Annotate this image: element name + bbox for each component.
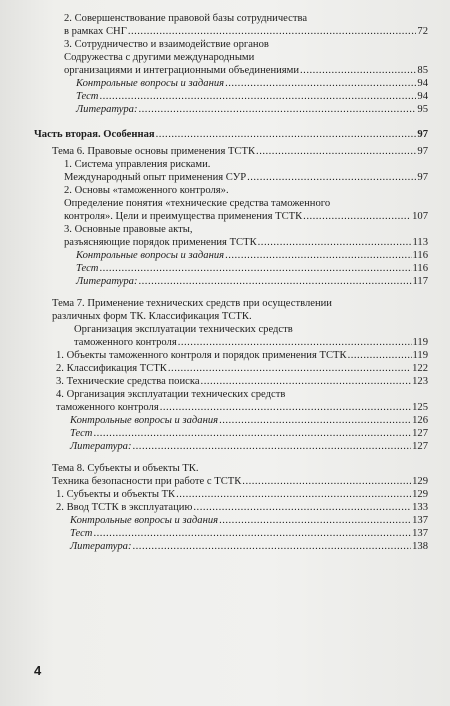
toc-entry-title: Литература:: [70, 441, 132, 452]
page-number: 4: [34, 663, 42, 678]
toc-page-number: 138: [412, 541, 428, 552]
toc-entry-title: Тест: [70, 528, 93, 539]
toc-entry-title: различных форм ТК. Классификация ТСТК.: [52, 311, 252, 322]
toc-page-number: 125: [412, 402, 428, 413]
toc-entry[interactable]: [34, 349, 428, 362]
toc-page-number: 72: [417, 26, 428, 37]
leader-dots: [176, 488, 411, 501]
toc-entry-title: Контрольные вопросы и задания: [76, 250, 225, 261]
toc-entry-title: 1. Субъекты и объекты ТК: [56, 489, 176, 500]
toc-entry-title: Литература:: [76, 276, 138, 287]
leader-dots: [256, 145, 416, 158]
toc-entry-title: Литература:: [70, 541, 132, 552]
toc-entry-line: [56, 375, 428, 388]
toc-entry-line: [64, 210, 428, 223]
toc-entry-title: Тест: [76, 263, 99, 274]
toc-entry-title: разъясняющие порядок применения ТСТК: [64, 237, 257, 248]
toc-page-number: 126: [412, 415, 428, 426]
toc-entry[interactable]: [34, 462, 428, 488]
toc-entry[interactable]: [34, 223, 428, 249]
leader-dots: [193, 501, 411, 514]
toc-entry-title: 3. Технические средства поиска: [56, 376, 200, 387]
toc-entry-line: [70, 440, 428, 453]
toc-page-number: 97: [417, 129, 428, 140]
toc-entry-line: [76, 103, 428, 116]
toc-entry[interactable]: [34, 249, 428, 262]
toc-entry-line: [52, 145, 428, 158]
toc-entry-title: Литература:: [76, 104, 138, 115]
toc-page-number: 113: [412, 237, 428, 248]
toc-entry[interactable]: [34, 128, 428, 141]
toc-entry-title: организациями и интеграционными объединениями: [64, 65, 300, 76]
toc-page-number: 94: [417, 78, 428, 89]
leader-dots: [156, 128, 417, 141]
leader-dots: [93, 527, 411, 540]
toc-entry-title: Контрольные вопросы и задания: [76, 78, 225, 89]
toc-entry-title: таможенного контроля: [74, 337, 177, 348]
toc-entry-line: [52, 323, 428, 336]
toc-page-number: 107: [412, 211, 428, 222]
toc-entry[interactable]: [34, 90, 428, 103]
toc-entry-line: [70, 427, 428, 440]
toc-entry-title: 2. Совершенствование правовой базы сотрудничества: [64, 13, 308, 24]
toc-entry-title: Контрольные вопросы и задания: [70, 415, 219, 426]
toc-entry-line: [70, 514, 428, 527]
toc-entry-title: Международный опыт применения СУР: [64, 172, 247, 183]
toc-entry-line: [56, 362, 428, 375]
toc-entry-line: [64, 236, 428, 249]
toc-entry[interactable]: [34, 375, 428, 388]
toc-entry-line: [64, 51, 428, 64]
leader-dots: [133, 540, 412, 553]
toc-entry[interactable]: [34, 145, 428, 158]
leader-dots: [99, 90, 416, 103]
toc-page-number: 119: [412, 350, 428, 361]
toc-entry[interactable]: [34, 77, 428, 90]
toc-entry-line: [64, 64, 428, 77]
toc-entry-title: Тема 6. Правовые основы применения ТСТК: [52, 146, 256, 157]
toc-entry[interactable]: [34, 540, 428, 553]
toc-page-number: 137: [412, 528, 428, 539]
toc-page-number: 97: [417, 172, 428, 183]
toc-page-number: 122: [412, 363, 428, 374]
toc-page-number: 129: [412, 489, 428, 500]
toc-entry-title: Тема 7. Применение технических средств при осуществлении: [52, 298, 332, 309]
toc-entry-title: 4. Организация эксплуатации технических средств: [56, 389, 286, 400]
toc-entry-title: таможенного контроля: [56, 402, 159, 413]
toc-entry[interactable]: [34, 501, 428, 514]
leader-dots: [225, 77, 416, 90]
toc-entry-title: в рамках СНГ: [64, 26, 127, 37]
leader-dots: [201, 375, 412, 388]
toc-entry-line: [76, 262, 428, 275]
toc-entry[interactable]: [34, 427, 428, 440]
toc-entry[interactable]: [34, 275, 428, 288]
toc-entry-line: [64, 12, 428, 25]
spacer: [34, 288, 428, 297]
toc-entry-line: [76, 90, 428, 103]
toc-entry-line: [64, 171, 428, 184]
leader-dots: [128, 25, 417, 38]
toc-page-number: 85: [417, 65, 428, 76]
toc-entry[interactable]: [34, 38, 428, 77]
toc-page-number: 137: [412, 515, 428, 526]
toc-entry-title: Контрольные вопросы и задания: [70, 515, 219, 526]
toc-entry-line: [70, 540, 428, 553]
leader-dots: [139, 103, 417, 116]
toc-entry-title: 1. Объекты таможенного контроля и порядок применения ТСТК: [56, 350, 347, 361]
toc-entry-line: [56, 349, 428, 362]
spacer: [34, 116, 428, 128]
toc-entry-line: [56, 488, 428, 501]
toc-entry-line: [56, 401, 428, 414]
toc-entry-title: 3. Основные правовые акты,: [64, 224, 193, 235]
leader-dots: [178, 336, 412, 349]
leader-dots: [139, 275, 412, 288]
toc-page-number: 95: [417, 104, 428, 115]
leader-dots: [219, 414, 411, 427]
toc-entry-title: Техника безопасности при работе с ТСТК: [52, 476, 242, 487]
toc-page-number: 133: [412, 502, 428, 513]
toc-entry[interactable]: [34, 527, 428, 540]
toc-page-number: 116: [412, 250, 428, 261]
toc-entry[interactable]: [34, 297, 428, 349]
toc-entry-line: [56, 501, 428, 514]
leader-dots: [133, 440, 412, 453]
leader-dots: [93, 427, 411, 440]
toc-entry-line: [52, 475, 428, 488]
toc-entry-title: 2. Основы «таможенного контроля».: [64, 185, 229, 196]
toc-entry-line: [64, 158, 428, 171]
toc-entry[interactable]: [34, 362, 428, 375]
leader-dots: [242, 475, 411, 488]
toc-entry-title: Определение понятия «технические средства таможенного: [64, 198, 331, 209]
toc-entry-line: [64, 223, 428, 236]
leader-dots: [303, 210, 411, 223]
toc-page-number: 127: [412, 428, 428, 439]
toc-entry[interactable]: [34, 488, 428, 501]
toc-entry-line: [34, 128, 428, 141]
toc-entry[interactable]: [34, 414, 428, 427]
toc-entry-title: Тест: [76, 91, 99, 102]
toc-entry-line: [64, 184, 428, 197]
leader-dots: [99, 262, 411, 275]
leader-dots: [168, 362, 411, 375]
toc-page-number: 97: [417, 146, 428, 157]
toc-page-number: 129: [412, 476, 428, 487]
leader-dots: [219, 514, 411, 527]
toc-entry-line: [52, 297, 428, 310]
table-of-contents: [34, 12, 428, 553]
toc-entry[interactable]: [34, 440, 428, 453]
leader-dots: [225, 249, 411, 262]
leader-dots: [160, 401, 411, 414]
toc-entry-title: 2. Ввод ТСТК в эксплуатацию: [56, 502, 193, 513]
toc-page-number: 127: [412, 441, 428, 452]
toc-entry[interactable]: [34, 262, 428, 275]
toc-entry-line: [64, 38, 428, 51]
toc-entry[interactable]: [34, 388, 428, 414]
toc-page-number: 94: [417, 91, 428, 102]
toc-entry-title: Организация эксплуатации технических средств: [74, 324, 293, 335]
toc-entry[interactable]: [34, 103, 428, 116]
spacer: [34, 453, 428, 462]
leader-dots: [300, 64, 416, 77]
toc-entry-line: [64, 197, 428, 210]
toc-entry-line: [52, 462, 428, 475]
toc-entry[interactable]: [34, 158, 428, 184]
toc-entry[interactable]: [34, 184, 428, 223]
toc-entry-title: 1. Система управления рисками.: [64, 159, 211, 170]
leader-dots: [247, 171, 416, 184]
toc-entry-line: [70, 414, 428, 427]
toc-entry-title: Содружества с другими международными: [64, 52, 255, 63]
toc-entry-line: [76, 249, 428, 262]
toc-entry-title: контроля». Цели и преимущества применения ТСТК: [64, 211, 303, 222]
leader-dots: [258, 236, 412, 249]
toc-entry-title: Часть вторая. Особенная: [34, 129, 155, 140]
toc-entry[interactable]: [34, 12, 428, 38]
toc-entry-title: 2. Классификация ТСТК: [56, 363, 167, 374]
toc-entry[interactable]: [34, 514, 428, 527]
leader-dots: [348, 349, 412, 362]
toc-page-number: 123: [412, 376, 428, 387]
toc-entry-line: [70, 527, 428, 540]
toc-entry-title: 3. Сотрудничество и взаимодействие органов: [64, 39, 269, 50]
toc-page-number: 117: [412, 276, 428, 287]
toc-entry-title: Тема 8. Субъекты и объекты ТК.: [52, 463, 199, 474]
toc-entry-line: [76, 275, 428, 288]
toc-page-number: 116: [412, 263, 428, 274]
toc-entry-title: Тест: [70, 428, 93, 439]
toc-entry-line: [52, 336, 428, 349]
toc-entry-line: [52, 310, 428, 323]
toc-entry-line: [64, 25, 428, 38]
toc-entry-line: [56, 388, 428, 401]
toc-entry-line: [76, 77, 428, 90]
toc-page-number: 119: [412, 337, 428, 348]
